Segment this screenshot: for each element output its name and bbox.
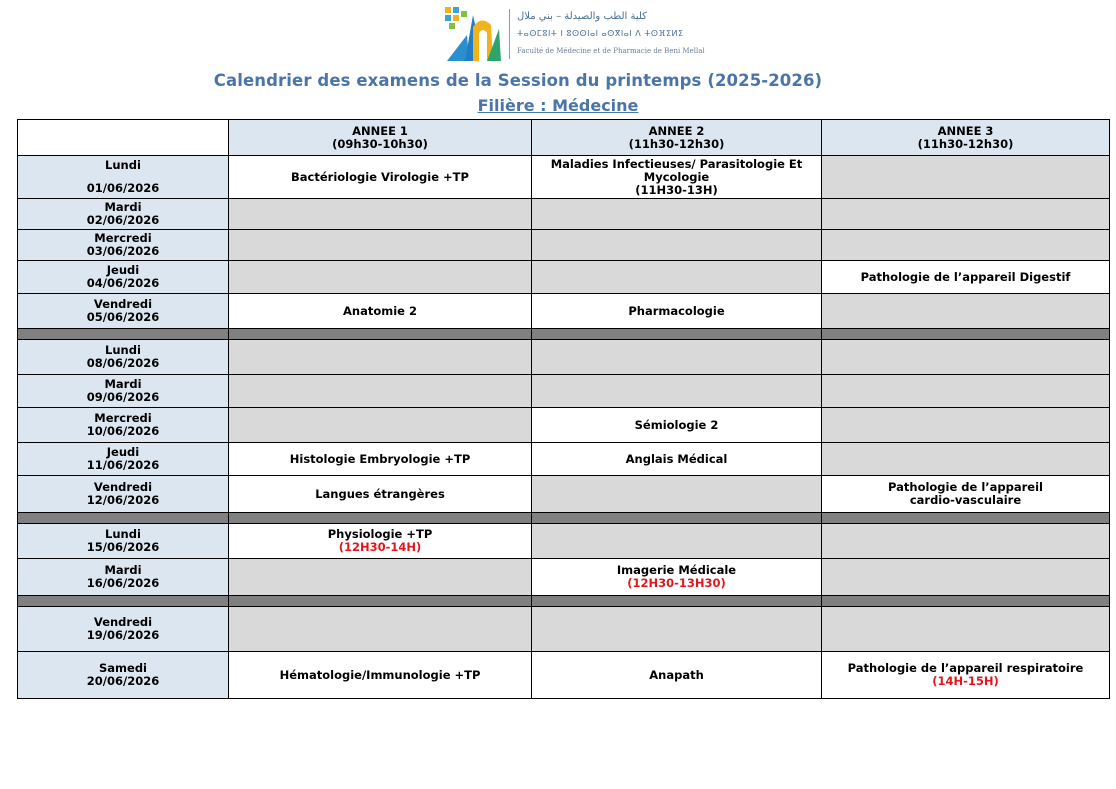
day-cell	[18, 559, 229, 596]
column-time: (09h30-10h30)	[332, 136, 428, 151]
day-cell	[18, 340, 229, 375]
empty-slot-cell	[822, 559, 1110, 596]
empty-slot-cell	[822, 408, 1110, 443]
exam-subject: Sémiologie 2	[634, 417, 719, 432]
day-date: 05/06/2026	[86, 310, 160, 324]
separator-cell	[532, 329, 822, 340]
exam-subject: Langues étrangères	[315, 486, 445, 501]
empty-slot-cell	[822, 294, 1110, 329]
day-cell	[18, 607, 229, 652]
faculty-logo-block	[443, 5, 705, 63]
day-name: Jeudi	[106, 445, 140, 459]
separator-cell	[822, 513, 1110, 524]
day-date: 16/06/2026	[86, 576, 160, 590]
exam-time: (12H30-14H)	[338, 540, 422, 554]
separator-cell	[229, 513, 532, 524]
exam-cell	[822, 261, 1110, 294]
exam-cell	[532, 408, 822, 443]
table-row	[18, 652, 1110, 699]
day-cell	[18, 652, 229, 699]
empty-slot-cell	[532, 607, 822, 652]
empty-slot-cell	[822, 199, 1110, 230]
exam-subject: Anapath	[649, 667, 704, 682]
exam-subject: (11H30-13H)	[635, 182, 718, 197]
column-label: ANNEE 2	[648, 123, 705, 138]
column-time: (11h30-12h30)	[917, 136, 1014, 151]
exam-subject: Hématologie/Immunologie +TP	[279, 667, 481, 682]
day-name: Vendredi	[93, 480, 153, 494]
day-cell	[18, 156, 229, 199]
day-cell	[18, 408, 229, 443]
page-subtitle: Filière : Médecine	[477, 96, 639, 115]
day-name: Lundi	[105, 158, 141, 172]
empty-slot-cell	[532, 476, 822, 513]
empty-slot-cell	[229, 261, 532, 294]
exam-subject: Pathologie de l’appareil Digestif	[860, 269, 1071, 284]
day-name: Lundi	[105, 527, 141, 541]
day-cell	[18, 230, 229, 261]
exam-cell	[532, 443, 822, 476]
exam-subject: Mycologie	[643, 169, 710, 184]
day-date: 10/06/2026	[86, 424, 160, 438]
exam-cell	[229, 476, 532, 513]
day-name: Jeudi	[106, 263, 140, 277]
exam-cell	[532, 559, 822, 596]
separator-cell	[822, 329, 1110, 340]
table-row	[18, 443, 1110, 476]
exam-time: (12H30-13H30)	[627, 576, 726, 590]
exam-subject: Pharmacologie	[628, 303, 725, 318]
separator-cell	[18, 513, 229, 524]
page-title: Calendrier des examens de la Session du printemps (2025-2026)	[213, 71, 823, 90]
empty-slot-cell	[822, 156, 1110, 199]
table-row	[18, 156, 1110, 199]
logo-divider	[509, 9, 510, 59]
column-header-annee-2	[532, 120, 822, 156]
exam-subject: Anglais Médical	[625, 451, 728, 466]
separator-cell	[532, 513, 822, 524]
exam-subject: Maladies Infectieuses/ Parasitologie Et	[550, 156, 803, 171]
empty-slot-cell	[532, 375, 822, 408]
exam-cell	[229, 294, 532, 329]
separator-cell	[18, 329, 229, 340]
table-row	[18, 261, 1110, 294]
exam-cell	[822, 652, 1110, 699]
day-cell	[18, 476, 229, 513]
exam-cell	[229, 443, 532, 476]
exam-cell	[532, 652, 822, 699]
faculty-logo-icon	[443, 5, 505, 63]
exam-subject: Imagerie Médicale	[616, 563, 737, 577]
exam-cell	[822, 476, 1110, 513]
column-time: (11h30-12h30)	[628, 136, 725, 151]
day-name: Vendredi	[93, 297, 153, 311]
exam-subject: Pathologie de l’appareil respiratoire	[847, 661, 1084, 675]
day-cell	[18, 294, 229, 329]
faculty-name-arabic: كلية الطب والصيدلة – بني ملال	[517, 11, 647, 22]
day-date: 03/06/2026	[86, 244, 160, 258]
separator-cell	[532, 596, 822, 607]
table-row	[18, 524, 1110, 559]
empty-slot-cell	[229, 375, 532, 408]
day-date: 04/06/2026	[86, 276, 160, 290]
day-cell	[18, 524, 229, 559]
table-row	[18, 230, 1110, 261]
day-date: 02/06/2026	[86, 213, 160, 227]
faculty-name-french: Faculté de Médecine et de Pharmacie de Beni Mellal	[517, 47, 705, 55]
day-date: 09/06/2026	[86, 390, 160, 404]
day-date: 11/06/2026	[86, 458, 160, 472]
faculty-name-tifinagh: ⵜⴰⵙⵎⵓⵏⵜ ⵏ ⵓⵙⵙⵏⴰⵏ ⴰⵙⴳⵏⴰⵏ ⴷ ⵜⵙⴼⵉⵍⵉ	[517, 29, 684, 38]
column-header-annee-1	[229, 120, 532, 156]
day-name: Mardi	[104, 377, 142, 391]
day-date: 08/06/2026	[86, 356, 160, 370]
exam-cell	[532, 294, 822, 329]
day-date: 20/06/2026	[86, 674, 160, 688]
exam-cell	[532, 156, 822, 199]
separator-cell	[18, 596, 229, 607]
table-header-row	[18, 120, 1110, 156]
exam-time: (14H-15H)	[932, 674, 999, 688]
empty-slot-cell	[532, 230, 822, 261]
corner-cell	[18, 120, 229, 156]
empty-slot-cell	[229, 199, 532, 230]
empty-slot-cell	[532, 340, 822, 375]
day-name: Samedi	[99, 661, 147, 675]
day-date: 15/06/2026	[86, 540, 160, 554]
empty-slot-cell	[822, 340, 1110, 375]
exam-subject: Bactériologie Virologie +TP	[291, 169, 469, 184]
exam-calendar-table	[17, 119, 1110, 699]
table-row	[18, 375, 1110, 408]
separator-cell	[822, 596, 1110, 607]
column-header-annee-3	[822, 120, 1110, 156]
exam-subject: Pathologie de l’appareil	[888, 480, 1043, 494]
table-row	[18, 408, 1110, 443]
week-separator-row	[18, 596, 1110, 607]
exam-subject: Histologie Embryologie +TP	[289, 451, 471, 466]
separator-cell	[229, 596, 532, 607]
empty-slot-cell	[822, 230, 1110, 261]
exam-subject: Physiologie +TP	[327, 527, 433, 541]
table-row	[18, 294, 1110, 329]
exam-cell	[229, 156, 532, 199]
exam-subject: Anatomie 2	[343, 303, 417, 318]
day-cell	[18, 443, 229, 476]
exam-cell	[229, 524, 532, 559]
day-name: Mardi	[104, 200, 142, 214]
day-date: 01/06/2026	[86, 181, 160, 195]
empty-slot-cell	[532, 261, 822, 294]
empty-slot-cell	[229, 340, 532, 375]
exam-cell	[229, 652, 532, 699]
empty-slot-cell	[229, 230, 532, 261]
day-name: Mercredi	[94, 411, 152, 425]
empty-slot-cell	[532, 524, 822, 559]
week-separator-row	[18, 513, 1110, 524]
empty-slot-cell	[229, 408, 532, 443]
day-cell	[18, 199, 229, 230]
table-row	[18, 199, 1110, 230]
day-cell	[18, 375, 229, 408]
empty-slot-cell	[229, 607, 532, 652]
empty-slot-cell	[532, 199, 822, 230]
exam-subject: cardio-vasculaire	[909, 493, 1022, 507]
empty-slot-cell	[822, 375, 1110, 408]
page-header	[0, 0, 1116, 118]
empty-slot-cell	[822, 524, 1110, 559]
table-row	[18, 559, 1110, 596]
table-row	[18, 607, 1110, 652]
empty-slot-cell	[229, 559, 532, 596]
table-row	[18, 476, 1110, 513]
day-date: 12/06/2026	[86, 493, 160, 507]
day-name: Lundi	[105, 343, 141, 357]
table-body	[18, 156, 1110, 699]
day-cell	[18, 261, 229, 294]
day-date: 19/06/2026	[86, 628, 160, 642]
day-name: Vendredi	[93, 615, 153, 629]
column-label: ANNEE 3	[937, 123, 994, 138]
week-separator-row	[18, 329, 1110, 340]
table-row	[18, 340, 1110, 375]
separator-cell	[229, 329, 532, 340]
day-name: Mercredi	[94, 231, 152, 245]
empty-slot-cell	[822, 443, 1110, 476]
empty-slot-cell	[822, 607, 1110, 652]
day-name: Mardi	[104, 563, 142, 577]
column-label: ANNEE 1	[352, 123, 408, 138]
